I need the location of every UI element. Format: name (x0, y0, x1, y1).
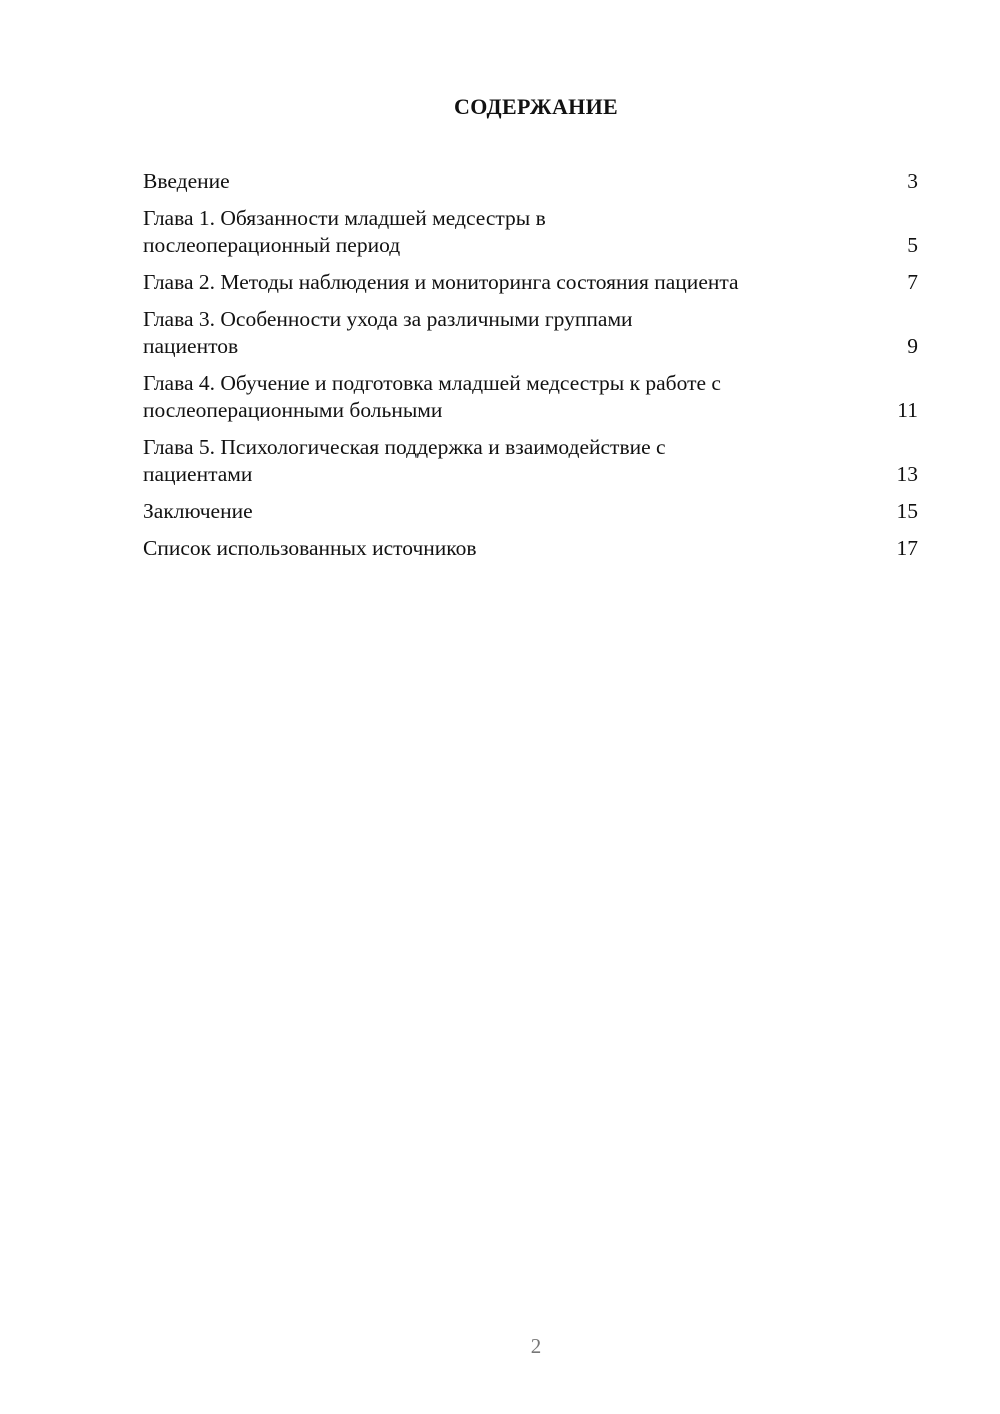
toc-entry-references[interactable] (143, 535, 918, 562)
table-of-contents (143, 168, 918, 572)
toc-entry-text: Глава 3. Особенности ухода за различными группами пациентов (143, 307, 633, 358)
toc-entry-page: 7 (907, 270, 918, 294)
toc-entry-chapter-2[interactable] (143, 269, 918, 296)
toc-entry-page: 11 (897, 398, 918, 422)
toc-entry-introduction[interactable] (143, 168, 918, 195)
toc-entry-chapter-5[interactable] (143, 434, 918, 488)
toc-entry-chapter-3[interactable] (143, 306, 918, 360)
toc-entry-text: Глава 4. Обучение и подготовка младшей медсестры к работе с послеоперационными больными (143, 371, 721, 422)
toc-entry-page: 13 (896, 462, 918, 486)
toc-entry-chapter-1[interactable] (143, 205, 918, 259)
toc-entry-conclusion[interactable] (143, 498, 918, 525)
toc-entry-text: Глава 2. Методы наблюдения и мониторинга состояния пациента (143, 270, 739, 294)
toc-entry-text: Введение (143, 169, 230, 193)
toc-entry-text: Список использованных источников (143, 536, 477, 560)
page-number: 2 (530, 1334, 542, 1358)
toc-entry-page: 17 (896, 536, 918, 560)
toc-entry-page: 15 (896, 499, 918, 523)
toc-entry-page: 9 (907, 334, 918, 358)
toc-entry-page: 5 (907, 233, 918, 257)
toc-entry-text: Глава 1. Обязанности младшей медсестры в послеоперационный период (143, 206, 546, 257)
toc-entry-text: Глава 5. Психологическая поддержка и взаимодействие с пациентами (143, 435, 666, 486)
toc-entry-page: 3 (907, 169, 918, 193)
toc-title: СОДЕРЖАНИЕ (454, 94, 618, 119)
toc-entry-text: Заключение (143, 499, 253, 523)
toc-entry-chapter-4[interactable] (143, 370, 918, 424)
